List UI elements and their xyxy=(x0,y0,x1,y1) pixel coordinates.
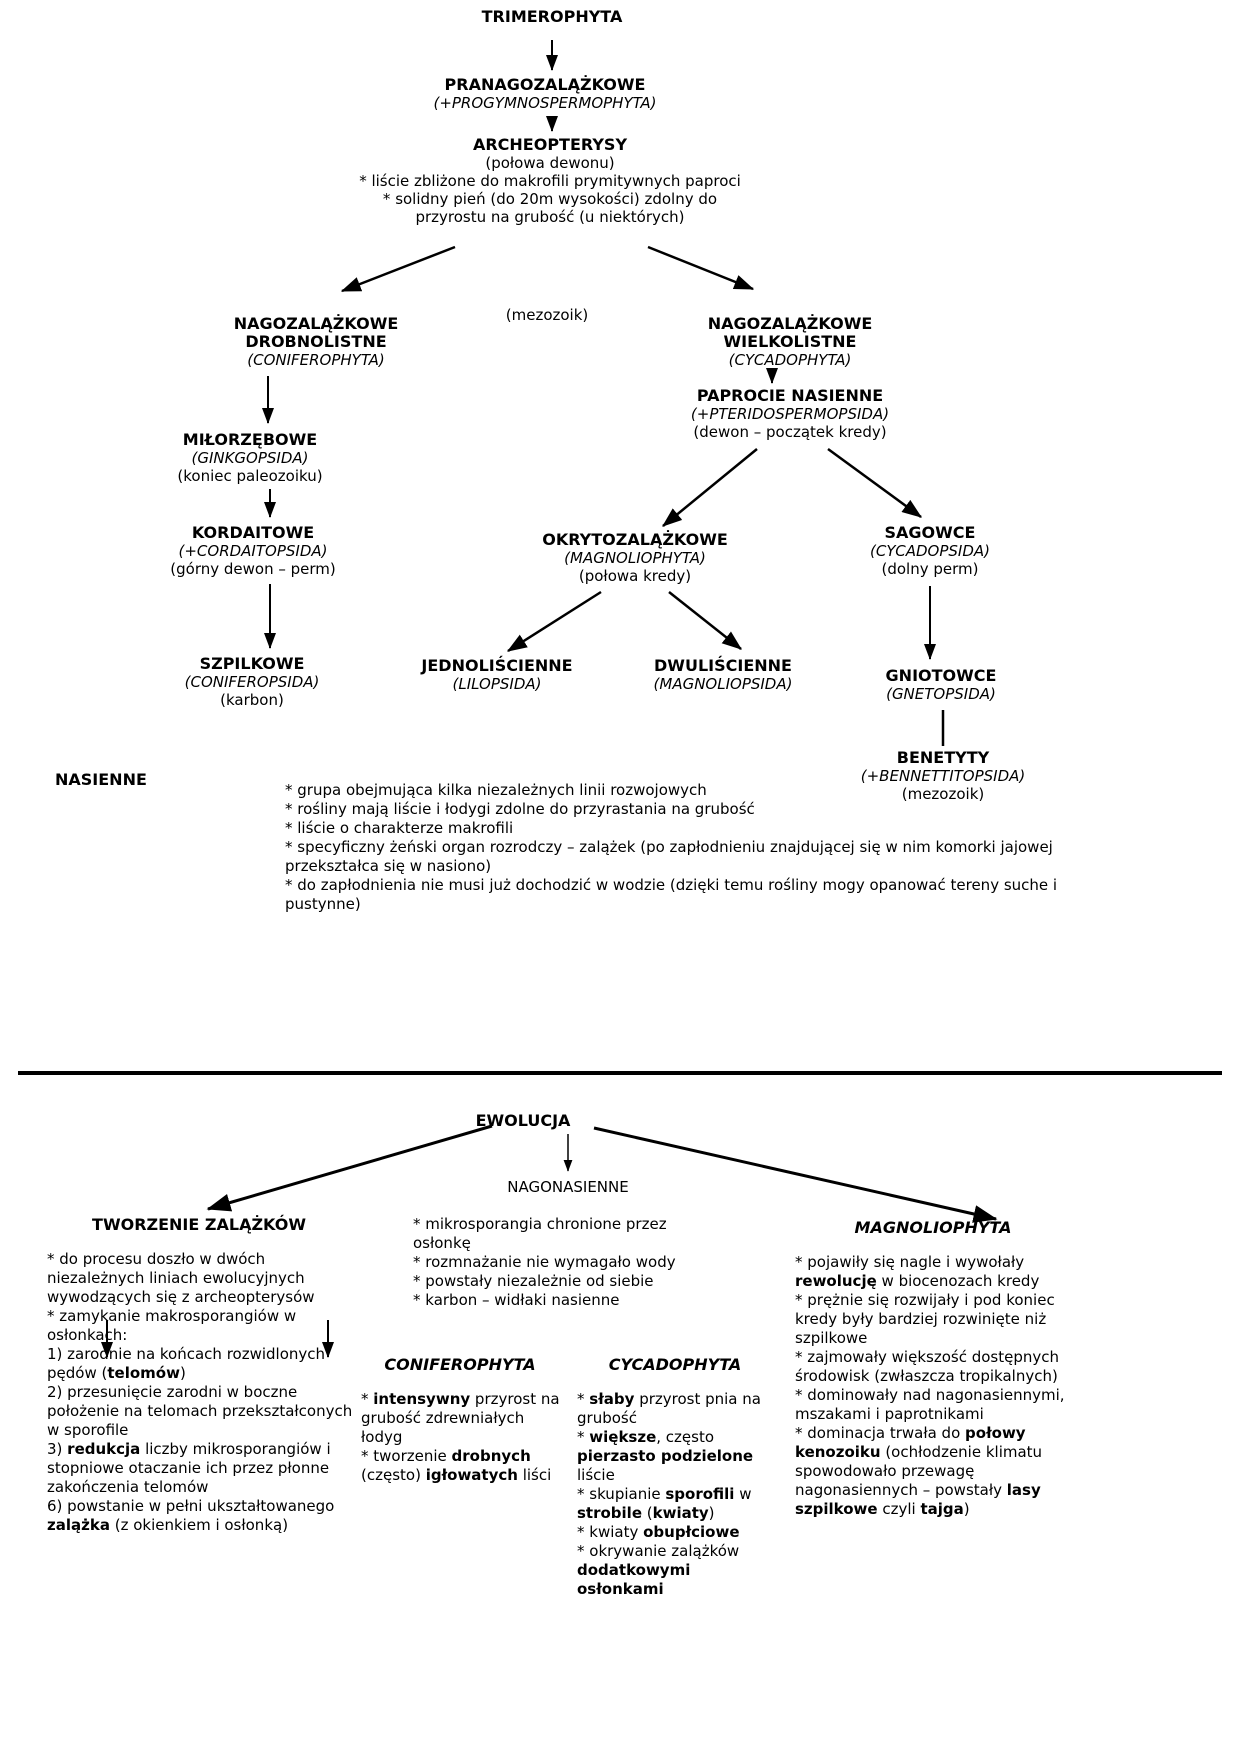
node-jednoliscienne xyxy=(421,657,572,693)
node-note: * liście zbliżone do makrofili prymitywnych paproci xyxy=(359,172,741,190)
node-latin: (CYCADOPSIDA) xyxy=(870,542,990,560)
node-title: SZPILKOWE xyxy=(199,654,305,673)
node-gniotowce xyxy=(886,667,997,703)
list-item: * tworzenie drobnych (często) igłowatych liści xyxy=(361,1447,552,1484)
node-title: MIŁORZĘBOWE xyxy=(182,430,318,449)
list-item: * zamykanie makrosporangiów w osłonkach: xyxy=(47,1307,297,1344)
node-title: NAGOZALĄŻKOWE xyxy=(707,314,873,333)
list-item: * liście o charakterze makrofili xyxy=(285,819,514,837)
list-item: * intensywny przyrost na grubość zdrewniałych łodyg xyxy=(361,1390,560,1446)
nagonasienne-bullet-list xyxy=(413,1215,683,1310)
node-latin: (CYCADOPHYTA) xyxy=(728,351,852,369)
node-szpilkowe xyxy=(185,655,320,709)
node-era: (górny dewon – perm) xyxy=(170,560,336,578)
heading-magnoliophyta: MAGNOLIOPHYTA xyxy=(854,1218,1012,1237)
tworzenie-zalazkow-list xyxy=(47,1250,362,1535)
list-item: * zajmowały większość dostępnych środowisk (zwłaszcza tropikalnych) xyxy=(795,1348,1059,1385)
node-latin: (+PTERIDOSPERMOPSIDA) xyxy=(690,405,890,423)
arrow-paprocie-to-sagowce xyxy=(828,449,921,517)
node-title: PAPROCIE NASIENNE xyxy=(696,386,884,405)
node-latin: (+PROGYMNOSPERMOPHYTA) xyxy=(433,94,657,112)
node-title: BENETYTY xyxy=(896,748,990,767)
arrow-ewolucja-to-tworzenie-zalazkow xyxy=(208,1126,492,1209)
heading-tworzenie-zalazkow: TWORZENIE ZALĄŻKÓW xyxy=(92,1215,306,1234)
node-era: (mezozoik) xyxy=(901,785,985,803)
node-nagozalazkowe-drobnolistne xyxy=(234,315,399,369)
list-item: * specyficzny żeński organ rozrodczy – zalążek (po zapłodnieniu znajdującej się w nim komorki jajowej przekształca się w nasiono) xyxy=(285,838,1053,875)
list-item: * karbon – widłaki nasienne xyxy=(413,1291,620,1309)
node-title: DROBNOLISTNE xyxy=(245,332,387,351)
node-title: GNIOTOWCE xyxy=(885,666,997,685)
arrow-okrytozalazkowe-to-jednoliscienne xyxy=(508,592,601,651)
node-pranagozalazkowe xyxy=(433,76,656,112)
arrow-archeopterysy-to-drobnolistne xyxy=(342,247,455,291)
node-title: DWULIŚCIENNE xyxy=(654,656,792,675)
list-item: * dominowały nad nagonasiennymi, mszakami i paprotnikami xyxy=(795,1386,1065,1423)
list-item: * większe, często pierzasto podzielone liście xyxy=(577,1428,754,1484)
node-era: (dolny perm) xyxy=(881,560,979,578)
list-item: * pojawiły się nagle i wywołały rewolucję w biocenozach kredy xyxy=(795,1253,1040,1290)
list-item: 1) zarodnie na końcach rozwidlonych pędów (telomów) xyxy=(47,1345,326,1382)
label-nasienne: NASIENNE xyxy=(55,770,147,789)
node-era: (połowa dewonu) xyxy=(485,154,615,172)
node-latin: (GINKGOPSIDA) xyxy=(191,449,309,467)
list-item: * mikrosporangia chronione przez osłonkę xyxy=(413,1215,667,1252)
list-item: * do zapłodnienia nie musi już dochodzić w wodzie (dzięki temu rośliny mogy opanować tereny suche i pustynne) xyxy=(285,876,1058,913)
node-latin: (GNETOPSIDA) xyxy=(886,685,996,703)
node-sagowce xyxy=(870,524,990,578)
node-trimerophyta xyxy=(482,8,623,26)
list-item: * kwiaty obupłciowe xyxy=(577,1523,740,1541)
list-item: * słaby przyrost pnia na grubość xyxy=(577,1390,761,1427)
node-title: WIELKOLISTNE xyxy=(723,332,857,351)
arrow-archeopterysy-to-wielkolistne xyxy=(648,247,753,289)
node-title: KORDAITOWE xyxy=(191,523,315,542)
node-nagozalazkowe-wielkolistne xyxy=(708,315,873,369)
label-nagonasienne: NAGONASIENNE xyxy=(507,1178,629,1196)
node-title: PRANAGOZALĄŻKOWE xyxy=(444,75,646,94)
list-item: * grupa obejmująca kilka niezależnych linii rozwojowych xyxy=(285,781,707,799)
coniferophyta-list xyxy=(361,1390,566,1485)
node-era: (połowa kredy) xyxy=(578,567,692,585)
node-era: (koniec paleozoiku) xyxy=(177,467,323,485)
node-latin: (+BENNETTITOPSIDA) xyxy=(860,767,1026,785)
node-title: ARCHEOPTERYSY xyxy=(472,135,628,154)
list-item: * okrywanie zalążków dodatkowymi osłonkami xyxy=(577,1542,740,1598)
node-era: (dewon – początek kredy) xyxy=(693,423,887,441)
list-item: * rośliny mają liście i łodygi zdolne do przyrastania na grubość xyxy=(285,800,755,818)
node-title: JEDNOLIŚCIENNE xyxy=(421,656,573,675)
node-latin: (LILOPSIDA) xyxy=(452,675,542,693)
heading-coniferophyta: CONIFEROPHYTA xyxy=(384,1355,536,1374)
heading-ewolucja: EWOLUCJA xyxy=(475,1111,571,1130)
node-title: NAGOZALĄŻKOWE xyxy=(233,314,399,333)
arrow-paprocie-to-okrytozalazkowe xyxy=(663,449,757,526)
node-latin: (MAGNOLIOPHYTA) xyxy=(564,549,706,567)
heading-cycadophyta: CYCADOPHYTA xyxy=(608,1355,742,1374)
list-item: * dominacja trwała do połowy kenozoiku (ochłodzenie klimatu spowodowało przewagę nagonasiennych – powstały lasy szpilkowe czyli tajga) xyxy=(795,1424,1043,1518)
node-note: * solidny pień (do 20m wysokości) zdolny do przyrostu na grubość (u niektórych) xyxy=(382,190,718,226)
cycadophyta-list xyxy=(577,1390,777,1599)
list-item: * skupianie sporofili w strobile (kwiaty) xyxy=(577,1485,752,1522)
node-latin: (CONIFEROPHYTA) xyxy=(247,351,385,369)
node-paprocie-nasienne xyxy=(691,387,889,441)
list-item: 2) przesunięcie zarodni w boczne położenie na telomach przekształconych w sporofile xyxy=(47,1383,353,1439)
node-archeopterysy xyxy=(353,136,748,226)
list-item: * prężnie się rozwijały i pod koniec kredy były bardziej rozwinięte niż szpilkowe xyxy=(795,1291,1055,1347)
node-latin: (CONIFEROPSIDA) xyxy=(184,673,320,691)
list-item: 6) powstanie w pełni ukształtowanego zalążka (z okienkiem i osłonką) xyxy=(47,1497,335,1534)
node-latin: (MAGNOLIOPSIDA) xyxy=(653,675,793,693)
node-title: TRIMEROPHYTA xyxy=(481,7,623,26)
node-title: SAGOWCE xyxy=(884,523,976,542)
list-item: * rozmnażanie nie wymagało wody xyxy=(413,1253,676,1271)
arrow-ewolucja-to-magnoliophyta xyxy=(594,1128,996,1219)
magnoliophyta-list xyxy=(795,1253,1090,1519)
node-title: OKRYTOZALĄŻKOWE xyxy=(542,530,728,549)
list-item: * do procesu doszło w dwóch niezależnych liniach ewolucyjnych wywodzących się z archeopterysów xyxy=(47,1250,315,1306)
label-mezozoik: (mezozoik) xyxy=(505,306,589,324)
arrow-okrytozalazkowe-to-dwuliscienne xyxy=(669,592,741,649)
node-milorzebowe xyxy=(177,431,322,485)
node-era: (karbon) xyxy=(220,691,284,709)
nasienne-bullet-list xyxy=(285,781,1075,914)
node-latin: (+CORDAITOPSIDA) xyxy=(178,542,328,560)
node-okrytozalazkowe xyxy=(542,531,728,585)
node-kordaitowe xyxy=(170,524,335,578)
list-item: 3) redukcja liczby mikrosporangiów i stopniowe otaczanie ich przez płonne zakończenia telomów xyxy=(47,1440,331,1496)
node-dwuliscienne xyxy=(654,657,793,693)
list-item: * powstały niezależnie od siebie xyxy=(413,1272,654,1290)
